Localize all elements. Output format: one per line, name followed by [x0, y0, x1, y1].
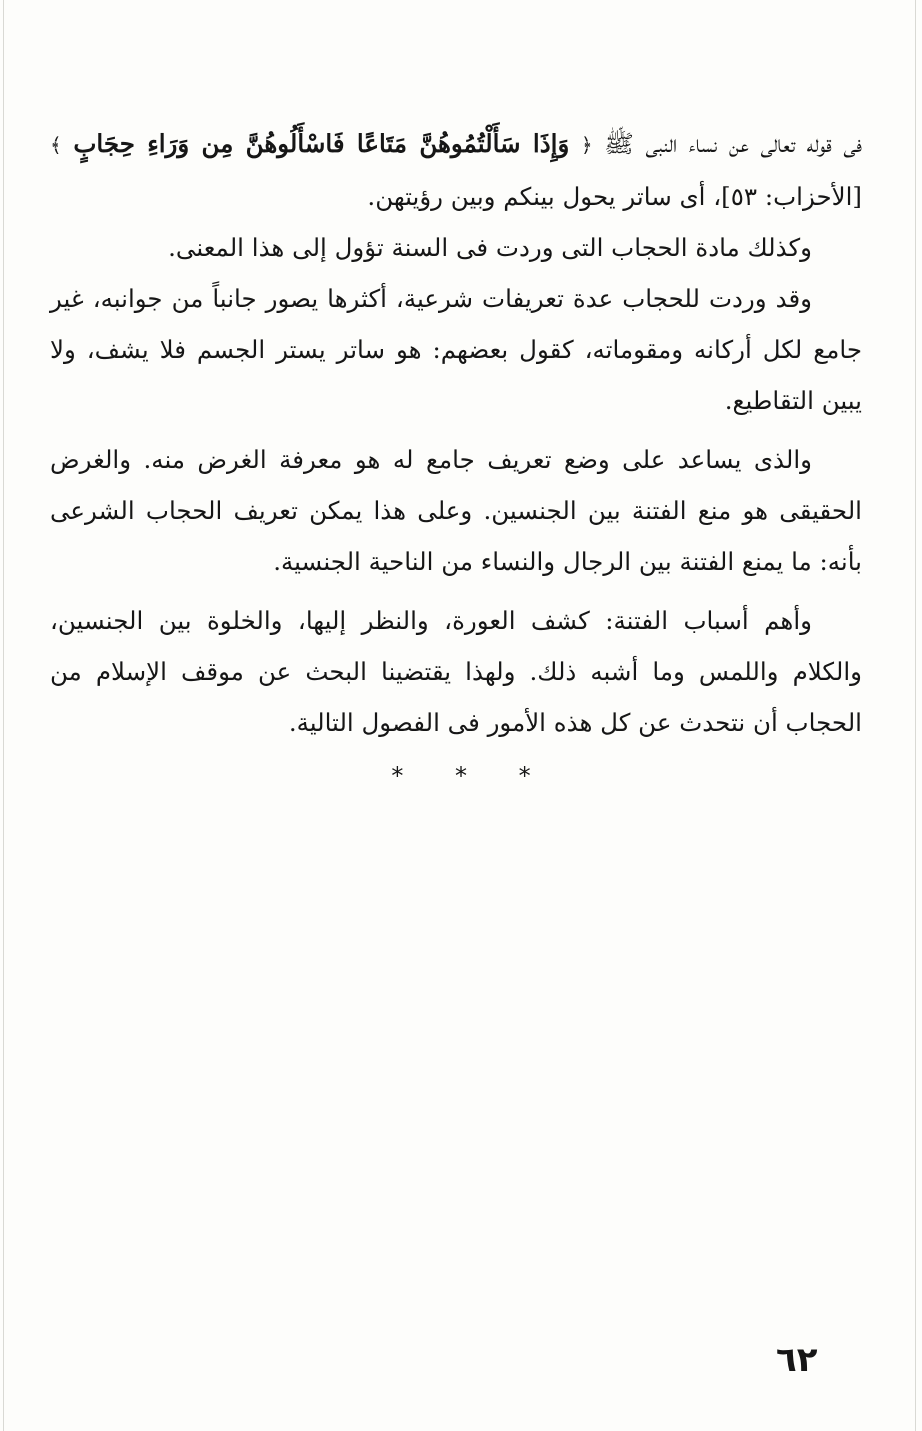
paragraph-2: وكذلك مادة الحجاب التى وردت فى السنة تؤول إلى هذا المعنى.: [168, 233, 812, 262]
page-body-text: [50, 118, 862, 748]
separator-star: *: [518, 762, 531, 790]
paragraph-1-lead: فى قوله تعالى عن نساء النبى ﷺ: [604, 129, 862, 158]
paragraph-4: والذى يساعد على وضع تعريف جامع له هو معرفة الغرض منه. والغرض الحقيقى هو منع الفتنة بين الجنسين. وعلى هذا يمكن تعريف الحجاب الشرعى بأنه: ما يمنع الفتنة بين الرجال والنساء من الناحية الجنسية.: [50, 445, 862, 576]
paragraph-1-tail: [الأحزاب: ٥٣]، أى ساتر يحول بينكم وبين رؤيتهن.: [367, 182, 862, 211]
page-number: ٦٢: [776, 1340, 818, 1380]
page-edge-right: [915, 0, 916, 1431]
paragraph-5: وأهم أسباب الفتنة: كشف العورة، والنظر إليها، والخلوة بين الجنسين، والكلام واللمس وما أشبه ذلك. ولهذا يقتضينا البحث عن موقف الإسلام من الحجاب أن نتحدث عن كل هذه الأمور فى الفصول التالية.: [50, 606, 862, 737]
paragraph-1: [50, 118, 862, 222]
paragraph-3: وقد وردت للحجاب عدة تعريفات شرعية، أكثرها يصور جانباً من جوانبه، غير جامع لكل أركانه ومقوماته، كقول بعضهم: هو ساتر يستر الجسم فلا يشف، ولا يبين التقاطيع.: [50, 284, 862, 415]
page-edge-left: [3, 0, 4, 1431]
section-separator: [0, 762, 922, 790]
quran-close-bracket: ﴾: [50, 133, 62, 157]
quran-open-bracket: ﴿: [580, 133, 593, 157]
separator-star: *: [391, 762, 404, 790]
quran-verse: وَإِذَا سَأَلْتُمُوهُنَّ مَتَاعًا فَاسْأَلُوهُنَّ مِن وَرَاءِ حِجَابٍ: [73, 129, 570, 158]
separator-star: *: [455, 762, 467, 790]
